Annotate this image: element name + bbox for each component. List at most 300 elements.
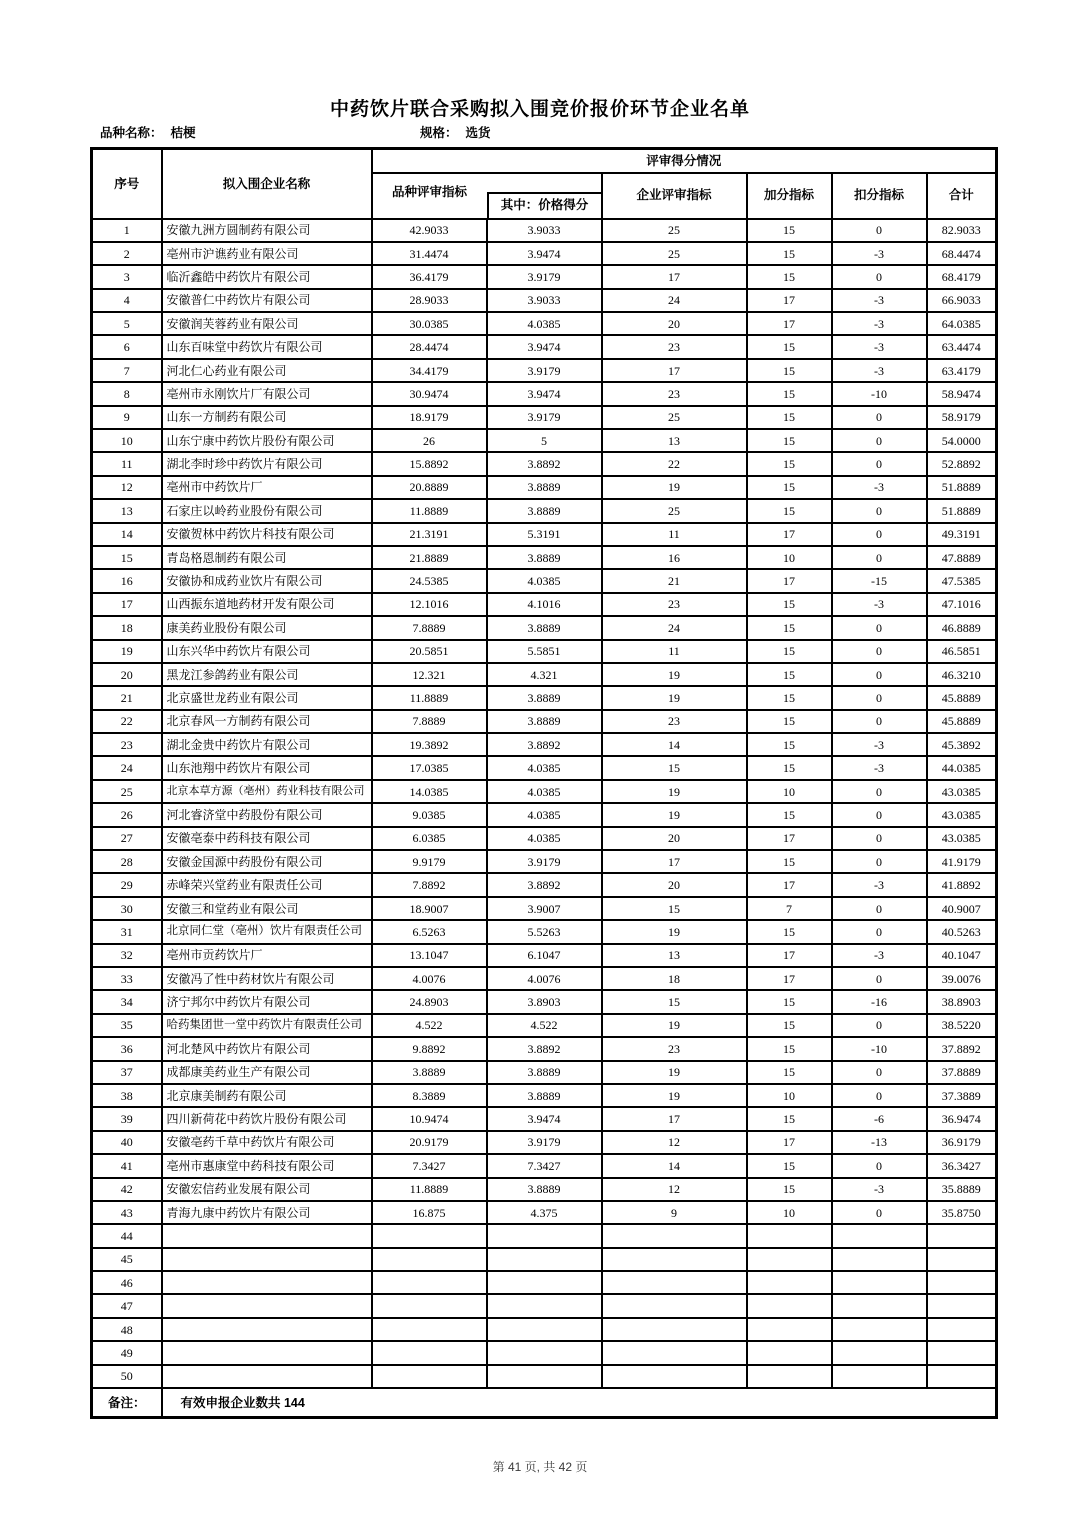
bonus-score: 15 <box>747 803 832 826</box>
row-seq: 50 <box>92 1365 162 1388</box>
variety-score: 11.8889 <box>372 1178 487 1201</box>
company-score: 23 <box>602 593 747 616</box>
bonus-score <box>747 1318 832 1341</box>
variety-score: 15.8892 <box>372 452 487 475</box>
company-score: 19 <box>602 1014 747 1037</box>
company-name <box>162 1271 372 1294</box>
company-score: 16 <box>602 546 747 569</box>
table-row <box>92 710 997 733</box>
deduction-score: 0 <box>832 710 927 733</box>
variety-score: 12.1016 <box>372 593 487 616</box>
deduction-score: 0 <box>832 663 927 686</box>
row-seq: 2 <box>92 242 162 265</box>
deduction-score: -13 <box>832 1131 927 1154</box>
variety-score: 20.8889 <box>372 476 487 499</box>
row-seq: 24 <box>92 756 162 779</box>
total-score <box>927 1224 997 1247</box>
price-score: 3.9474 <box>487 1107 602 1130</box>
company-name: 康美药业股份有限公司 <box>162 616 372 639</box>
row-seq: 40 <box>92 1131 162 1154</box>
bonus-score: 15 <box>747 452 832 475</box>
total-score: 45.8889 <box>927 686 997 709</box>
deduction-score: 0 <box>832 850 927 873</box>
price-score <box>487 1271 602 1294</box>
table-row <box>92 640 997 663</box>
price-score: 3.8889 <box>487 499 602 522</box>
bonus-score: 15 <box>747 686 832 709</box>
bonus-score: 17 <box>747 1131 832 1154</box>
price-score: 3.8889 <box>487 1084 602 1107</box>
table-footer <box>92 1388 997 1417</box>
deduction-score: -16 <box>832 990 927 1013</box>
bonus-score: 15 <box>747 406 832 429</box>
company-name: 哈药集团世一堂中药饮片有限责任公司 <box>162 1014 372 1037</box>
total-score: 40.1047 <box>927 944 997 967</box>
table-row <box>92 1037 997 1060</box>
company-name: 赤峰荣兴堂药业有限责任公司 <box>162 873 372 896</box>
total-score: 38.8903 <box>927 990 997 1013</box>
deduction-score: 0 <box>832 920 927 943</box>
table-row <box>92 1131 997 1154</box>
deduction-score: 0 <box>832 452 927 475</box>
variety-score <box>372 1365 487 1388</box>
price-score: 3.8892 <box>487 873 602 896</box>
table-row <box>92 850 997 873</box>
company-score: 19 <box>602 920 747 943</box>
total-score: 37.8892 <box>927 1037 997 1060</box>
header-bonus: 加分指标 <box>747 173 832 219</box>
total-score: 45.3892 <box>927 733 997 756</box>
deduction-score: 0 <box>832 827 927 850</box>
variety-score: 20.9179 <box>372 1131 487 1154</box>
table-row <box>92 897 997 920</box>
remark-row <box>92 1388 997 1417</box>
price-score: 3.9033 <box>487 219 602 242</box>
company-name: 湖北金贵中药饮片有限公司 <box>162 733 372 756</box>
company-name: 山东宁康中药饮片股份有限公司 <box>162 429 372 452</box>
header-total: 合计 <box>927 173 997 219</box>
price-score: 3.9179 <box>487 265 602 288</box>
company-score: 23 <box>602 382 747 405</box>
variety-score: 9.8892 <box>372 1037 487 1060</box>
price-score: 3.8892 <box>487 452 602 475</box>
deduction-score: 0 <box>832 523 927 546</box>
total-score: 36.9474 <box>927 1107 997 1130</box>
table-row <box>92 873 997 896</box>
deduction-score: 0 <box>832 897 927 920</box>
spec-field <box>420 123 491 141</box>
bonus-score: 15 <box>747 640 832 663</box>
company-name: 山东兴华中药饮片有限公司 <box>162 640 372 663</box>
company-name: 济宁邦尔中药饮片有限公司 <box>162 990 372 1013</box>
variety-score: 16.875 <box>372 1201 487 1224</box>
deduction-score <box>832 1271 927 1294</box>
company-score <box>602 1341 747 1364</box>
deduction-score: 0 <box>832 265 927 288</box>
row-seq: 48 <box>92 1318 162 1341</box>
page-footer: 第 41 页, 共 42 页 <box>492 1460 588 1474</box>
company-name: 北京康美制药有限公司 <box>162 1084 372 1107</box>
variety-score: 30.0385 <box>372 312 487 335</box>
company-name: 青海九康中药饮片有限公司 <box>162 1201 372 1224</box>
deduction-score: -3 <box>832 359 927 382</box>
row-seq: 4 <box>92 289 162 312</box>
row-seq: 39 <box>92 1107 162 1130</box>
company-score: 11 <box>602 640 747 663</box>
price-score: 5.5851 <box>487 640 602 663</box>
table-row <box>92 219 997 242</box>
price-score: 5.5263 <box>487 920 602 943</box>
company-score: 23 <box>602 710 747 733</box>
price-score: 4.0385 <box>487 803 602 826</box>
bonus-score: 15 <box>747 1107 832 1130</box>
variety-score: 4.0076 <box>372 967 487 990</box>
deduction-score: 0 <box>832 499 927 522</box>
company-name: 亳州市贡药饮片厂 <box>162 944 372 967</box>
total-score: 52.8892 <box>927 452 997 475</box>
deduction-score <box>832 1318 927 1341</box>
company-score: 19 <box>602 803 747 826</box>
table-row <box>92 312 997 335</box>
price-score: 6.1047 <box>487 944 602 967</box>
company-name: 北京同仁堂（亳州）饮片有限责任公司 <box>162 920 372 943</box>
company-score: 12 <box>602 1131 747 1154</box>
table-row <box>92 1061 997 1084</box>
row-seq: 41 <box>92 1154 162 1177</box>
row-seq: 44 <box>92 1224 162 1247</box>
total-score: 45.8889 <box>927 710 997 733</box>
variety-score: 3.8889 <box>372 1061 487 1084</box>
price-score: 4.0385 <box>487 780 602 803</box>
price-score: 3.8892 <box>487 1037 602 1060</box>
company-score: 20 <box>602 827 747 850</box>
total-score: 43.0385 <box>927 780 997 803</box>
price-score: 4.522 <box>487 1014 602 1037</box>
company-name: 安徽九洲方圆制药有限公司 <box>162 219 372 242</box>
score-table <box>90 147 998 1419</box>
deduction-score: -3 <box>832 312 927 335</box>
company-score: 20 <box>602 312 747 335</box>
row-seq: 12 <box>92 476 162 499</box>
deduction-score: -3 <box>832 476 927 499</box>
total-score: 43.0385 <box>927 803 997 826</box>
price-score: 3.8889 <box>487 710 602 733</box>
company-name: 四川新荷花中药饮片股份有限公司 <box>162 1107 372 1130</box>
total-score: 40.5263 <box>927 920 997 943</box>
deduction-score: -6 <box>832 1107 927 1130</box>
price-score: 3.8889 <box>487 476 602 499</box>
price-score: 4.0385 <box>487 312 602 335</box>
company-name: 亳州市永刚饮片厂有限公司 <box>162 382 372 405</box>
total-score: 43.0385 <box>927 827 997 850</box>
bonus-score <box>747 1341 832 1364</box>
bonus-score: 10 <box>747 1201 832 1224</box>
deduction-score: -3 <box>832 593 927 616</box>
table-row <box>92 1318 997 1341</box>
company-name: 安徽贺林中药饮片科技有限公司 <box>162 523 372 546</box>
company-score: 17 <box>602 359 747 382</box>
price-score-spacer <box>487 174 601 192</box>
company-score: 23 <box>602 1037 747 1060</box>
bonus-score: 15 <box>747 756 832 779</box>
price-score: 4.0076 <box>487 967 602 990</box>
table-row <box>92 803 997 826</box>
company-score <box>602 1271 747 1294</box>
table-row <box>92 780 997 803</box>
bonus-score <box>747 1248 832 1271</box>
company-name: 安徽亳药千草中药饮片有限公司 <box>162 1131 372 1154</box>
bonus-score: 15 <box>747 499 832 522</box>
variety-score: 7.8889 <box>372 710 487 733</box>
remark-text: 有效申报企业数共 144 <box>162 1388 997 1417</box>
row-seq: 46 <box>92 1271 162 1294</box>
company-score: 11 <box>602 523 747 546</box>
total-score: 35.8889 <box>927 1178 997 1201</box>
row-seq: 34 <box>92 990 162 1013</box>
header-variety-score: 品种评审指标 <box>391 185 467 200</box>
deduction-score: 0 <box>832 640 927 663</box>
table-row <box>92 967 997 990</box>
deduction-score: 0 <box>832 1154 927 1177</box>
deduction-score: -10 <box>832 382 927 405</box>
table-row <box>92 1154 997 1177</box>
company-name: 安徽三和堂药业有限公司 <box>162 897 372 920</box>
company-name: 亳州市惠康堂中药科技有限公司 <box>162 1154 372 1177</box>
row-seq: 15 <box>92 546 162 569</box>
price-score-column <box>487 174 601 218</box>
deduction-score: -3 <box>832 733 927 756</box>
price-score: 4.375 <box>487 1201 602 1224</box>
company-name <box>162 1318 372 1341</box>
header-deduction: 扣分指标 <box>832 173 927 219</box>
bonus-score: 15 <box>747 593 832 616</box>
row-seq: 1 <box>92 219 162 242</box>
company-score: 13 <box>602 429 747 452</box>
price-score: 4.0385 <box>487 827 602 850</box>
total-score: 47.5385 <box>927 569 997 592</box>
deduction-score: 0 <box>832 429 927 452</box>
company-score: 14 <box>602 733 747 756</box>
total-score: 47.8889 <box>927 546 997 569</box>
header-company-score: 企业评审指标 <box>602 173 747 219</box>
company-name: 山东池翔中药饮片有限公司 <box>162 756 372 779</box>
bonus-score: 17 <box>747 827 832 850</box>
price-score: 4.0385 <box>487 756 602 779</box>
company-score: 20 <box>602 873 747 896</box>
bonus-score: 15 <box>747 663 832 686</box>
variety-score: 26 <box>372 429 487 452</box>
company-name: 成都康美药业生产有限公司 <box>162 1061 372 1084</box>
company-score: 23 <box>602 335 747 358</box>
price-score <box>487 1365 602 1388</box>
table-row <box>92 1201 997 1224</box>
company-name: 山西振东道地药材开发有限公司 <box>162 593 372 616</box>
table-row <box>92 335 997 358</box>
company-score: 15 <box>602 897 747 920</box>
price-score: 4.321 <box>487 663 602 686</box>
row-seq: 29 <box>92 873 162 896</box>
row-seq: 14 <box>92 523 162 546</box>
bonus-score: 15 <box>747 850 832 873</box>
bonus-score: 17 <box>747 523 832 546</box>
total-score <box>927 1318 997 1341</box>
row-seq: 32 <box>92 944 162 967</box>
variety-score: 11.8889 <box>372 499 487 522</box>
price-score <box>487 1318 602 1341</box>
company-name: 山东百味堂中药饮片有限公司 <box>162 335 372 358</box>
header-seq: 序号 <box>92 149 162 219</box>
deduction-score: -15 <box>832 569 927 592</box>
variety-score: 21.8889 <box>372 546 487 569</box>
row-seq: 42 <box>92 1178 162 1201</box>
total-score: 46.8889 <box>927 616 997 639</box>
company-score <box>602 1365 747 1388</box>
price-score <box>487 1294 602 1317</box>
price-score <box>487 1224 602 1247</box>
deduction-score: -3 <box>832 756 927 779</box>
company-score <box>602 1294 747 1317</box>
bonus-score: 17 <box>747 569 832 592</box>
row-seq: 45 <box>92 1248 162 1271</box>
total-score: 36.3427 <box>927 1154 997 1177</box>
table-row <box>92 265 997 288</box>
variety-score: 17.0385 <box>372 756 487 779</box>
row-seq: 11 <box>92 452 162 475</box>
company-name: 亳州市沪谯药业有限公司 <box>162 242 372 265</box>
total-score <box>927 1365 997 1388</box>
company-score <box>602 1318 747 1341</box>
variety-field <box>100 123 196 141</box>
company-score: 15 <box>602 990 747 1013</box>
total-score: 38.5220 <box>927 1014 997 1037</box>
price-score: 5 <box>487 429 602 452</box>
price-score: 3.8889 <box>487 546 602 569</box>
company-name <box>162 1294 372 1317</box>
table-row <box>92 756 997 779</box>
company-name: 北京盛世龙药业有限公司 <box>162 686 372 709</box>
company-score: 19 <box>602 663 747 686</box>
total-score: 41.8892 <box>927 873 997 896</box>
total-score: 51.8889 <box>927 476 997 499</box>
company-score: 22 <box>602 452 747 475</box>
deduction-score: 0 <box>832 406 927 429</box>
table-row <box>92 733 997 756</box>
company-name: 石家庄以岭药业股份有限公司 <box>162 499 372 522</box>
table-row <box>92 1294 997 1317</box>
deduction-score: 0 <box>832 1014 927 1037</box>
table-row <box>92 1084 997 1107</box>
spec-label: 规格： <box>420 126 458 140</box>
company-score: 24 <box>602 616 747 639</box>
table-row <box>92 289 997 312</box>
total-score: 82.9033 <box>927 219 997 242</box>
company-name: 河北睿济堂中药股份有限公司 <box>162 803 372 826</box>
company-name: 安徽冯了性中药材饮片有限公司 <box>162 967 372 990</box>
total-score: 63.4474 <box>927 335 997 358</box>
variety-score <box>372 1248 487 1271</box>
row-seq: 13 <box>92 499 162 522</box>
total-score <box>927 1341 997 1364</box>
variety-score <box>372 1271 487 1294</box>
variety-score: 28.4474 <box>372 335 487 358</box>
company-name: 临沂鑫皓中药饮片有限公司 <box>162 265 372 288</box>
table-row <box>92 1365 997 1388</box>
bonus-score <box>747 1294 832 1317</box>
total-score: 68.4179 <box>927 265 997 288</box>
total-score: 35.8750 <box>927 1201 997 1224</box>
total-score <box>927 1271 997 1294</box>
deduction-score: -10 <box>832 1037 927 1060</box>
company-score: 19 <box>602 780 747 803</box>
deduction-score: 0 <box>832 780 927 803</box>
company-score: 19 <box>602 476 747 499</box>
company-name: 山东一方制药有限公司 <box>162 406 372 429</box>
variety-score: 24.5385 <box>372 569 487 592</box>
table-row <box>92 499 997 522</box>
company-name: 安徽金国源中药股份有限公司 <box>162 850 372 873</box>
table-row <box>92 382 997 405</box>
deduction-score <box>832 1248 927 1271</box>
company-name: 湖北李时珍中药饮片有限公司 <box>162 452 372 475</box>
deduction-score: 0 <box>832 1084 927 1107</box>
bonus-score: 15 <box>747 1014 832 1037</box>
company-name: 亳州市中药饮片厂 <box>162 476 372 499</box>
row-seq: 38 <box>92 1084 162 1107</box>
bonus-score: 17 <box>747 289 832 312</box>
row-seq: 31 <box>92 920 162 943</box>
variety-score: 24.8903 <box>372 990 487 1013</box>
header-score-group: 评审得分情况 <box>372 149 997 173</box>
table-row <box>92 663 997 686</box>
price-score: 3.8889 <box>487 1178 602 1201</box>
variety-score: 18.9179 <box>372 406 487 429</box>
variety-score: 7.3427 <box>372 1154 487 1177</box>
variety-score <box>372 1294 487 1317</box>
table-row <box>92 523 997 546</box>
table-row <box>92 686 997 709</box>
deduction-score: -3 <box>832 242 927 265</box>
bonus-score <box>747 1271 832 1294</box>
company-name <box>162 1248 372 1271</box>
row-seq: 6 <box>92 335 162 358</box>
price-score: 3.9179 <box>487 406 602 429</box>
deduction-score <box>832 1365 927 1388</box>
variety-score: 36.4179 <box>372 265 487 288</box>
row-seq: 7 <box>92 359 162 382</box>
row-seq: 43 <box>92 1201 162 1224</box>
table-row <box>92 593 997 616</box>
row-seq: 36 <box>92 1037 162 1060</box>
variety-score <box>372 1318 487 1341</box>
total-score: 64.0385 <box>927 312 997 335</box>
row-seq: 19 <box>92 640 162 663</box>
bonus-score: 15 <box>747 733 832 756</box>
variety-score: 21.3191 <box>372 523 487 546</box>
deduction-score: 0 <box>832 803 927 826</box>
variety-score <box>372 1224 487 1247</box>
total-score: 40.9007 <box>927 897 997 920</box>
price-score: 4.0385 <box>487 569 602 592</box>
variety-score-layout <box>373 174 601 218</box>
company-name: 安徽宏信药业发展有限公司 <box>162 1178 372 1201</box>
bonus-score: 15 <box>747 429 832 452</box>
total-score: 39.0076 <box>927 967 997 990</box>
table-row <box>92 406 997 429</box>
deduction-score: 0 <box>832 219 927 242</box>
price-score: 3.9474 <box>487 335 602 358</box>
company-score: 17 <box>602 1107 747 1130</box>
variety-value: 桔梗 <box>170 126 196 140</box>
